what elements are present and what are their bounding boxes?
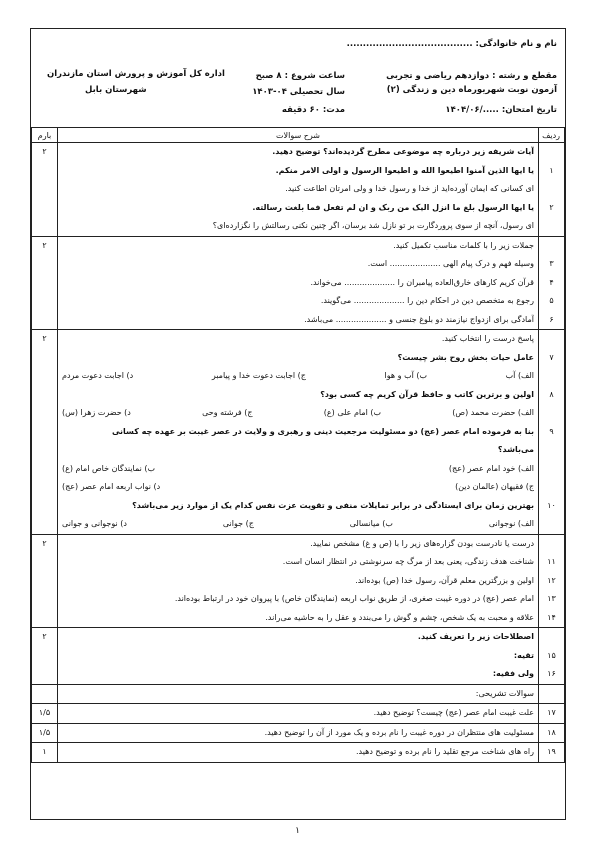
start-time: ساعت شروع : ۸ صبح xyxy=(255,71,345,81)
answer-option: الف) خود امام عصر (عج) xyxy=(448,463,534,473)
question-score xyxy=(32,684,58,704)
question-number: ۱۰ xyxy=(547,500,556,510)
exam-date: تاریخ امتحان: ...../۱۴۰۴/۰۶ xyxy=(445,105,557,115)
answer-options xyxy=(62,404,534,423)
question-number xyxy=(543,404,560,423)
question-text: بهترین زمان برای ایستادگی در برابر تمایلات منفی و تقویت عزت نفس کدام یک از موارد زیر می‌باشد؟ xyxy=(132,500,534,510)
question-text: علت غیبت امام عصر (عج) چیست؟ توضیح دهید. xyxy=(373,708,534,717)
question-numbers xyxy=(539,143,565,237)
page-number: ۱ xyxy=(295,826,300,836)
question-numbers xyxy=(539,684,565,704)
grade-label: مقطع و رشته : دوازدهم ریاضی و تجربی xyxy=(386,71,557,81)
table-header-row xyxy=(32,128,565,143)
question-text: تقیه: xyxy=(513,650,534,660)
question-numbers xyxy=(539,723,565,743)
question-section xyxy=(32,684,565,704)
answer-options xyxy=(62,367,534,386)
question-number xyxy=(543,237,560,256)
answer-option: ب) نمایندگان خاص امام (ع) xyxy=(62,463,156,473)
exam-title: آزمون نوبت شهریورماه دین و زندگی (۲) xyxy=(386,85,557,95)
question-text: رجوع به متخصص دین در احکام دین را .................... می‌گویند. xyxy=(320,296,534,305)
question-text: شناخت هدف زندگی، یعنی بعد از مرگ چه سرنوشتی در انتظار انسان است. xyxy=(282,557,534,566)
question-text: اولین و بزرگترین معلم قرآن، رسول خدا (ص) بوده‌اند. xyxy=(355,575,534,585)
question-section xyxy=(32,143,565,237)
question-text: ولی فقیه: xyxy=(492,669,534,678)
office-name: اداره کل آموزش و پرورش استان مازندران xyxy=(47,69,225,79)
answer-option: د) نواب اربعه امام عصر (عج) xyxy=(62,482,161,491)
question-number: ۱۷ xyxy=(547,708,556,717)
question-numbers xyxy=(539,628,565,685)
answer-option: د) نوجوانی و جوانی xyxy=(62,519,127,528)
question-number: ۶ xyxy=(549,314,554,324)
question-number xyxy=(543,628,560,647)
instruction-text: پاسخ درست را انتخاب کنید. xyxy=(441,334,534,343)
question-text: قرآن کریم کارهای خارق‌العاده پیامبران را .................... می‌خواند. xyxy=(310,277,534,287)
question-number: ۱۵ xyxy=(547,650,556,660)
question-number xyxy=(543,330,560,349)
question-number: ۱۲ xyxy=(547,575,556,585)
question-text: بنا به فرموده امام عصر (عج) دو مسئولیت مرجعیت دینی و رهبری و ولایت در عصر غیبت بر عهده چه کسانی xyxy=(111,426,534,436)
instruction-text: ای کسانی که ایمان آورده‌اید از خدا و رسول خدا و ولی امرتان اطاعت کنید. xyxy=(285,184,534,193)
question-score: ۲ xyxy=(32,143,58,237)
answer-option: ب) امام علی (ع) xyxy=(323,408,382,417)
question-numbers xyxy=(539,743,565,763)
question-section xyxy=(32,743,565,763)
question-number: ۱۶ xyxy=(547,669,556,678)
question-text-cell xyxy=(58,704,539,724)
score-column-header: بارم xyxy=(32,128,58,143)
question-number xyxy=(543,441,560,460)
row-column-header: ردیف xyxy=(539,128,565,143)
question-text: علاقه و محبت به یک شخص، چشم و گوش را می‌بندد و عقل را به حاشیه می‌راند. xyxy=(265,612,534,622)
question-number: ۱۸ xyxy=(547,727,556,737)
question-text: عامل حیات بخش روح بشر چیست؟ xyxy=(397,352,534,362)
question-number xyxy=(543,217,560,236)
answer-options xyxy=(62,515,534,534)
question-number xyxy=(543,685,560,704)
questions-table xyxy=(31,127,565,763)
exam-header xyxy=(31,29,565,128)
question-score: ۱ xyxy=(32,743,58,763)
question-numbers xyxy=(539,236,565,330)
question-text: یا ایها الذین آمنوا اطیعوا الله و اطیعوا الرسول و اولی الامر منکم. xyxy=(275,165,534,175)
question-number: ۱۳ xyxy=(547,594,556,603)
question-number: ۷ xyxy=(549,352,554,362)
question-text-cell xyxy=(58,628,539,685)
question-number: ۵ xyxy=(549,296,554,305)
question-text: آمادگی برای ازدواج نیازمند دو بلوغ جنسی و .................... می‌باشد. xyxy=(304,314,534,324)
question-number xyxy=(543,180,560,199)
question-text: اولین و برترین کاتب و حافظ قرآن کریم چه کسی بود؟ xyxy=(320,389,534,399)
answer-option: د) حضرت زهرا (س) xyxy=(62,408,131,417)
instruction-text: ای رسول، آنچه از سوی پروردگارت بر تو نازل شد برسان، اگر چنین نکنی رسالتش را نگزارده‌ای؟ xyxy=(212,221,534,230)
question-text-cell xyxy=(58,723,539,743)
question-number: ۸ xyxy=(549,389,554,399)
question-text-cell xyxy=(58,236,539,330)
question-number: ۱ xyxy=(549,165,554,175)
answer-option: ج) فرشته وحی xyxy=(202,408,253,417)
city-name: شهرستان بابل xyxy=(85,85,147,95)
question-section xyxy=(32,723,565,743)
question-number: ۴ xyxy=(549,277,554,287)
question-section xyxy=(32,534,565,628)
instruction-text: درست یا نادرست بودن گزاره‌های زیر را با (ص و غ) مشخص نمایید. xyxy=(310,538,534,548)
question-numbers xyxy=(539,534,565,628)
question-section xyxy=(32,704,565,724)
instruction-text: اصطلاحات زیر را تعریف کنید. xyxy=(417,632,534,641)
question-score: ۲ xyxy=(32,534,58,628)
question-number xyxy=(543,143,560,162)
question-text: یا ایها الرسول بلغ ما انزل الیک من ربک و ان لم تفعل فما بلغت رسالته. xyxy=(252,202,534,212)
question-number xyxy=(543,460,560,479)
instruction-text: می‌باشد؟ xyxy=(497,445,534,454)
description-column-header: شرح سوالات xyxy=(58,128,539,143)
question-section xyxy=(32,236,565,330)
duration: مدت: ۶۰ دقیقه xyxy=(281,105,345,115)
question-text-cell xyxy=(58,143,539,237)
question-score: ۲ xyxy=(32,236,58,330)
question-number xyxy=(543,535,560,554)
question-number: ۱۱ xyxy=(547,557,556,566)
answer-option: ج) فقیهان (عالمان دین) xyxy=(455,482,534,491)
question-number: ۲ xyxy=(549,202,554,212)
answer-option: الف) آب xyxy=(505,371,534,380)
answer-option: ج) اجابت دعوت خدا و پیامبر xyxy=(211,371,306,380)
student-name-field: نام و نام خانوادگی: ....................................... xyxy=(346,39,557,49)
question-section xyxy=(32,628,565,685)
answer-option: الف) حضرت محمد (ص) xyxy=(452,408,534,417)
question-text: راه های شناخت مرجع تقلید را نام برده و توضیح دهید. xyxy=(355,747,534,756)
answer-option: ب) میانسالی xyxy=(349,519,393,528)
question-number xyxy=(543,515,560,534)
academic-year: سال تحصیلی ۰۴-۱۴۰۳ xyxy=(252,87,345,97)
question-numbers xyxy=(539,330,565,535)
question-numbers xyxy=(539,704,565,724)
instruction-text: جملات زیر را با کلمات مناسب تکمیل کنید. xyxy=(393,240,534,250)
question-number xyxy=(543,478,560,497)
answer-option: ب) آب و هوا xyxy=(384,371,428,380)
instruction-text: سوالات تشریحی: xyxy=(475,688,534,698)
answer-options xyxy=(62,460,534,479)
question-score: ۱/۵ xyxy=(32,704,58,724)
question-text-cell xyxy=(58,684,539,704)
answer-options xyxy=(62,478,534,497)
question-number xyxy=(543,367,560,386)
answer-option: الف) نوجوانی xyxy=(488,519,534,528)
question-number: ۱۴ xyxy=(547,612,556,622)
question-score: ۲ xyxy=(32,330,58,535)
question-score: ۲ xyxy=(32,628,58,685)
question-section xyxy=(32,330,565,535)
question-text-cell xyxy=(58,330,539,535)
question-number: ۳ xyxy=(549,259,554,268)
answer-option: د) اجابت دعوت مردم xyxy=(62,371,134,380)
question-text: امام عصر (عج) در دوره غیبت صغری، از طریق نواب اربعه (نمایندگان خاص) با پیروان خود در ارتباط بوده‌اند. xyxy=(174,594,534,603)
question-text: وسیله فهم و درک پیام الهی .................... است. xyxy=(367,259,534,268)
question-number: ۱۹ xyxy=(547,747,556,756)
question-number: ۹ xyxy=(549,426,554,436)
question-text-cell xyxy=(58,534,539,628)
exam-sheet xyxy=(30,28,566,820)
instruction-text: آیات شریفه زیر درباره چه موضوعی مطرح گردیده‌اند؟ توضیح دهید. xyxy=(272,147,534,156)
question-score: ۱/۵ xyxy=(32,723,58,743)
question-text-cell xyxy=(58,743,539,763)
question-text: مسئولیت های منتظران در دوره غیبت را نام برده و یک مورد از آن را توضیح دهید. xyxy=(264,727,534,737)
answer-option: ج) جوانی xyxy=(222,519,254,528)
